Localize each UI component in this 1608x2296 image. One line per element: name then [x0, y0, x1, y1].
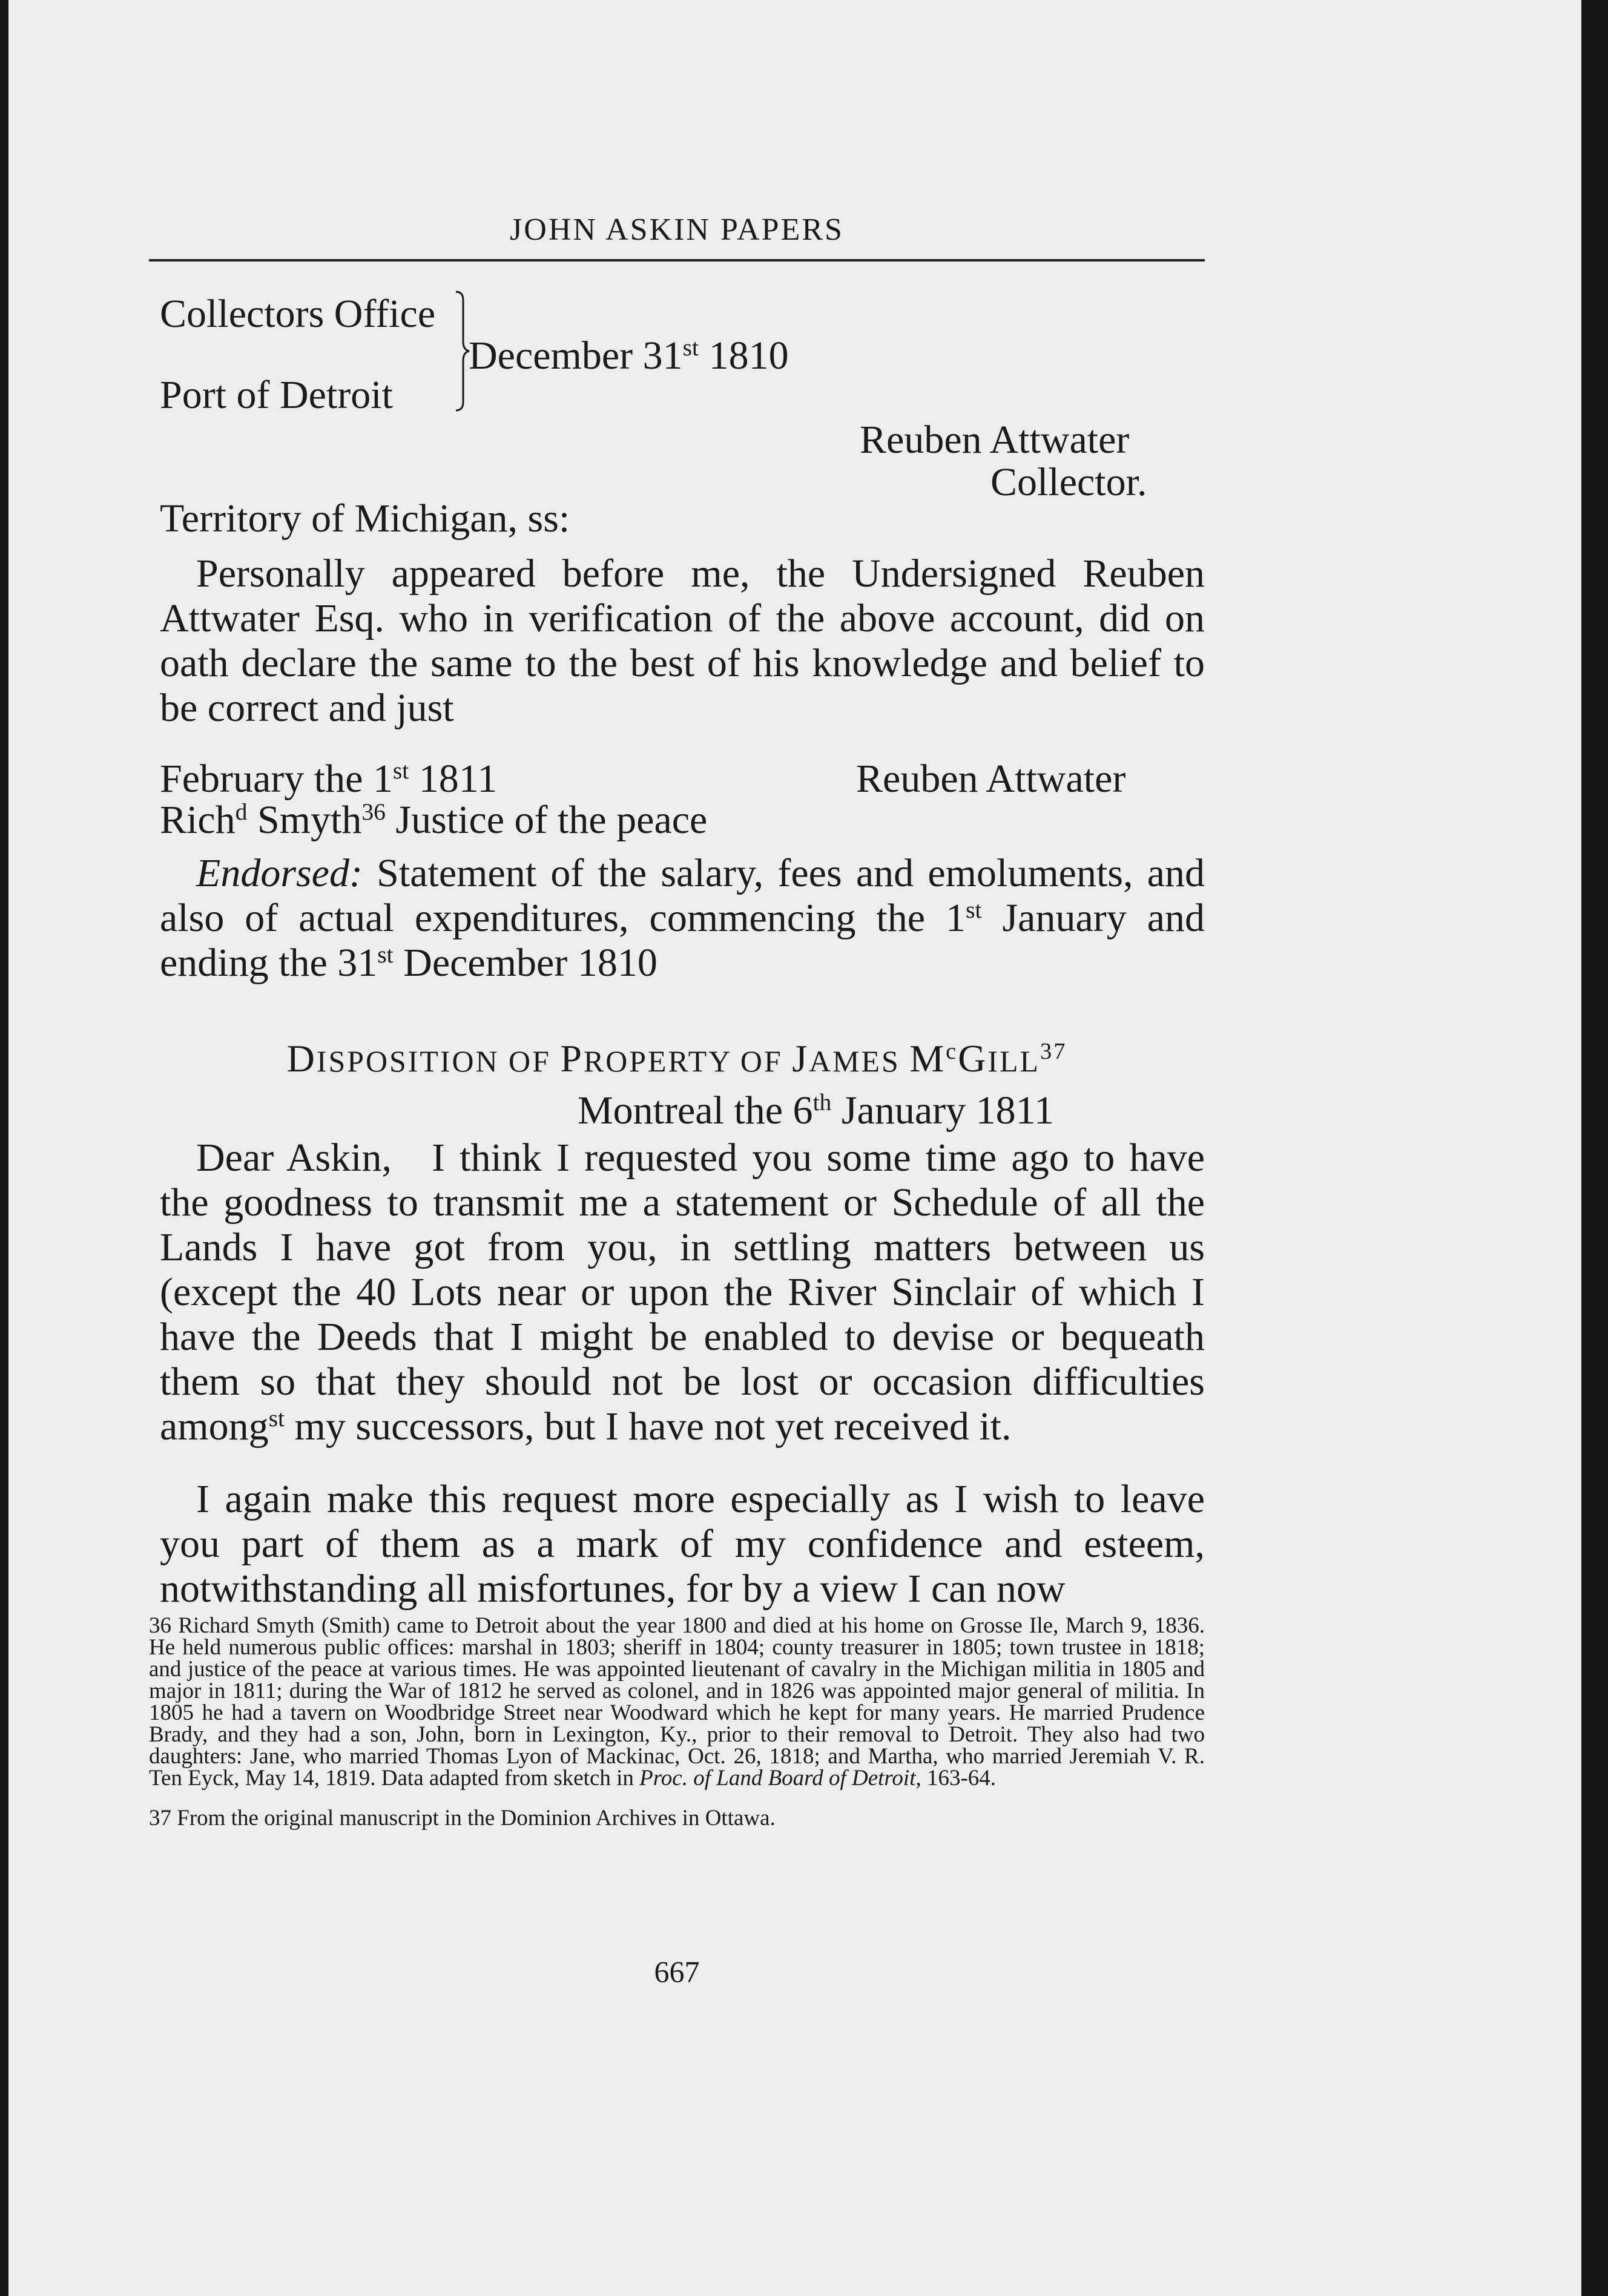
- territory-line: Territory of Michigan, ss:: [160, 496, 570, 541]
- justice-line: Rich$^d$ Smyth$^{36}$ Justice of the peace: [160, 798, 708, 842]
- header-rule: [149, 259, 1205, 262]
- page-number: 667: [654, 1955, 700, 1988]
- footnotes: [149, 1615, 1205, 1829]
- footnote-ref-37: 37: [1040, 1038, 1067, 1064]
- book-page: [8, 0, 1581, 2296]
- running-head: JOHN ASKIN PAPERS: [510, 212, 844, 247]
- affidavit-paragraph: Personally appeared before me, the Undersigned Reuben Attwater Esq. who in verification of the above account, did on oath declare the same to the best of his knowledge and belief to be correct and just: [160, 551, 1205, 730]
- letter-paragraph-2: I again make this request more especially as I wish to leave you part of them as a mark of my confidence and esteem, notwithstanding all misfortunes, for by a view I can now: [160, 1477, 1205, 1611]
- collector-signature: Reuben Attwater: [860, 418, 1130, 462]
- letter-date: Montreal the 6th January 1811: [578, 1088, 1055, 1133]
- jurat-date: February the 1st 1811: [160, 757, 498, 801]
- endorsement-paragraph: Endorsed: Statement of the salary, fees and emoluments, and also of actual expenditures, commencing the 1st January and ending the 31st December 1810: [160, 851, 1205, 985]
- dateline-office: Collectors Office: [160, 292, 436, 336]
- collector-title: Collector.: [990, 460, 1147, 504]
- footnote-ref-36: 36: [361, 798, 386, 826]
- dateline-date: December 31st 1810: [469, 334, 789, 378]
- jurat-signature: Reuben Attwater: [856, 757, 1126, 801]
- dateline-port: Port of Detroit: [160, 373, 393, 417]
- footnote-37: 37 From the original manuscript in the Dominion Archives in Ottawa.: [149, 1806, 776, 1831]
- footnote-36: 36 Richard Smyth (Smith) came to Detroit about the year 1800 and died at his home on Grosse Ile, March 9, 1836. He held numerous public offices: marshal in 1803; sheriff in 1804; county treasurer in 1805; town trustee in 1818; and justice of the peace at various times. He was appointed lieutenant of cavalry in the Michigan militia in 1805 and major in 1811; during the War of 1812 he served as colonel, and in 1826 was appointed major general of militia. In 1805 he had a tavern on Woodbridge Street near Woodward which he kept for many years. He married Prudence Brady, and they had a son, John, born in Lexington, Ky., prior to their removal to Detroit. They also had two daughters: Jane, who married Thomas Lyon of Mackinac, Oct. 26, 1818; and Martha, who married Jeremiah V. R. Ten Eyck, May 14, 1819. Data adapted from sketch in Proc. of Land Board of Detroit, 163-64.: [149, 1613, 1205, 1791]
- letter-paragraph-1: Dear Askin, I think I requested you some time ago to have the goodness to transmit me a statement or Schedule of all the Lands I have got from you, in settling matters between us (except the 40 Lots near or upon the River Sinclair of which I have the Deeds that I might be enabled to devise or bequeath them so that they should not be lost or occasion difficulties among$^{st}$ my successors, but I have not yet received it.: [160, 1136, 1205, 1449]
- section-title: DISPOSITION OF PROPERTY OF JAMES $M^cGILL^{37}$: [286, 1037, 1067, 1080]
